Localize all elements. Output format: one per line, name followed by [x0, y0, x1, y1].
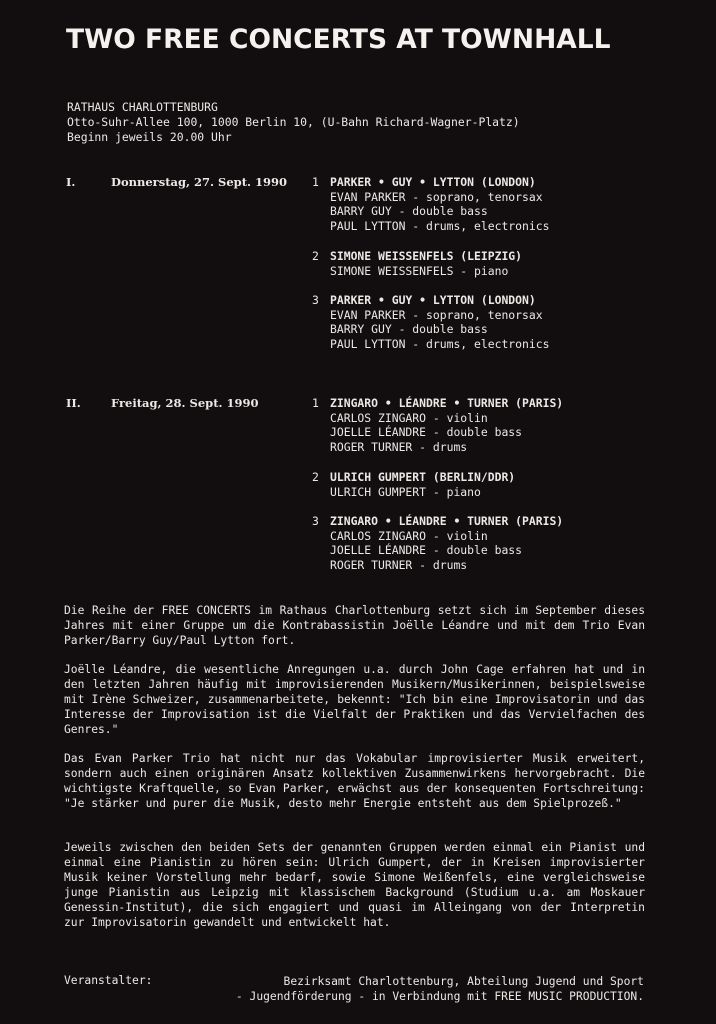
band-member: PAUL LYTTON - drums, electronics — [330, 219, 550, 234]
band-member: JOELLE LÉANDRE - double bass — [330, 543, 523, 558]
band-member: BARRY GUY - double bass — [330, 322, 488, 337]
band-member: SIMONE WEISSENFELS - piano — [330, 263, 509, 278]
organizer-line: - Jugendförderung - in Verbindung mit FREE MUSIC PRODUCTION. — [235, 990, 644, 1003]
paragraph-pianists: Jeweils zwischen den beiden Sets der genannten Gruppen werden einmal ein Pianist und einmal eine Pianistin zu hören sein: Ulrich Gumpert, der in Kreisen improvisierter Musik keiner Vorstellung mehr bedarf, sowie Simone Weißenfels, eine vergleichsweise junge Pianistin aus Leipzig mit klassischem Background (Studium u.a. am Moskauer Genessin-Institut), die sich engagiert und quasi im Alleingang von der Interpretin zur Improvisatorin gewandelt und entwickelt hat. — [64, 841, 645, 929]
concert-numeral: I. — [66, 175, 76, 189]
band-member: ROGER TURNER - drums — [330, 440, 468, 455]
organizer-text — [160, 974, 644, 1004]
venue-address: Otto-Suhr-Allee 100, 1000 Berlin 10, (U-Bahn Richard-Wagner-Platz) — [67, 115, 520, 129]
page-title: TWO FREE CONCERTS AT TOWNHALL — [66, 24, 611, 55]
concert-date: Freitag, 28. Sept. 1990 — [111, 396, 259, 410]
band-name: ZINGARO • LÉANDRE • TURNER (PARIS) — [330, 514, 564, 528]
band-name: SIMONE WEISSENFELS (LEIPZIG) — [330, 249, 523, 263]
venue-name: RATHAUS CHARLOTTENBURG — [67, 100, 218, 114]
band-name: ZINGARO • LÉANDRE • TURNER (PARIS) — [330, 396, 564, 410]
band-name: PARKER • GUY • LYTTON (LONDON) — [330, 175, 536, 189]
band-member: ROGER TURNER - drums — [330, 558, 468, 573]
set-number: 1 — [312, 175, 319, 189]
band-member: EVAN PARKER - soprano, tenorsax — [330, 307, 543, 322]
band-member: PAUL LYTTON - drums, electronics — [330, 337, 550, 352]
set-number: 2 — [312, 470, 319, 484]
band-member: BARRY GUY - double bass — [330, 204, 488, 219]
paragraph-leandre: Joëlle Léandre, die wesentliche Anregungen u.a. durch John Cage erfahren hat und in den letzten Jahren häufig mit improvisierenden Musikern/Musikerinnen, beispielsweise mit Irène Schweizer, zusammenarbeitete, bekennt: "Ich bin eine Improvisatorin und das Interesse der Improvisation ist die Vielfalt der Praktiken und das Vervielfachen des Genres." — [64, 663, 645, 736]
concert-numeral: II. — [66, 396, 81, 410]
band-member: ULRICH GUMPERT - piano — [330, 484, 481, 499]
venue-start-time: Beginn jeweils 20.00 Uhr — [67, 130, 232, 144]
band-name: ULRICH GUMPERT (BERLIN/DDR) — [330, 470, 516, 484]
concert-date: Donnerstag, 27. Sept. 1990 — [111, 175, 288, 189]
band-member: EVAN PARKER - soprano, tenorsax — [330, 189, 543, 204]
band-name: PARKER • GUY • LYTTON (LONDON) — [330, 293, 536, 307]
paragraph-intro: Die Reihe der FREE CONCERTS im Rathaus Charlottenburg setzt sich im September dieses Jahres mit einer Gruppe um die Kontrabassistin Joëlle Léandre und mit dem Trio Evan Parker/Barry Guy/Paul Lytton fort. — [64, 604, 645, 647]
set-number: 3 — [312, 293, 319, 307]
set-number: 3 — [312, 514, 319, 528]
paragraph-parker-trio: Das Evan Parker Trio hat nicht nur das Vokabular improvisierter Musik erweitert, sondern auch einen originären Ansatz kollektiven Zusammenwirkens hervorgebracht. Die wichtigste Kraftquelle, so Evan Parker, erwächst aus der konsequenten Fortschreitung: "Je stärker und purer die Musik, desto mehr Energie entsteht aus dem Spielprozeß." — [64, 752, 645, 810]
band-member: CARLOS ZINGARO - violin — [330, 528, 488, 543]
set-number: 2 — [312, 249, 319, 263]
set-number: 1 — [312, 396, 319, 410]
band-member: JOELLE LÉANDRE - double bass — [330, 425, 523, 440]
organizer-label: Veranstalter: — [64, 974, 153, 987]
band-member: CARLOS ZINGARO - violin — [330, 410, 488, 425]
venue-block — [67, 100, 520, 145]
organizer-line: Bezirksamt Charlottenburg, Abteilung Jugend und Sport — [283, 975, 644, 988]
